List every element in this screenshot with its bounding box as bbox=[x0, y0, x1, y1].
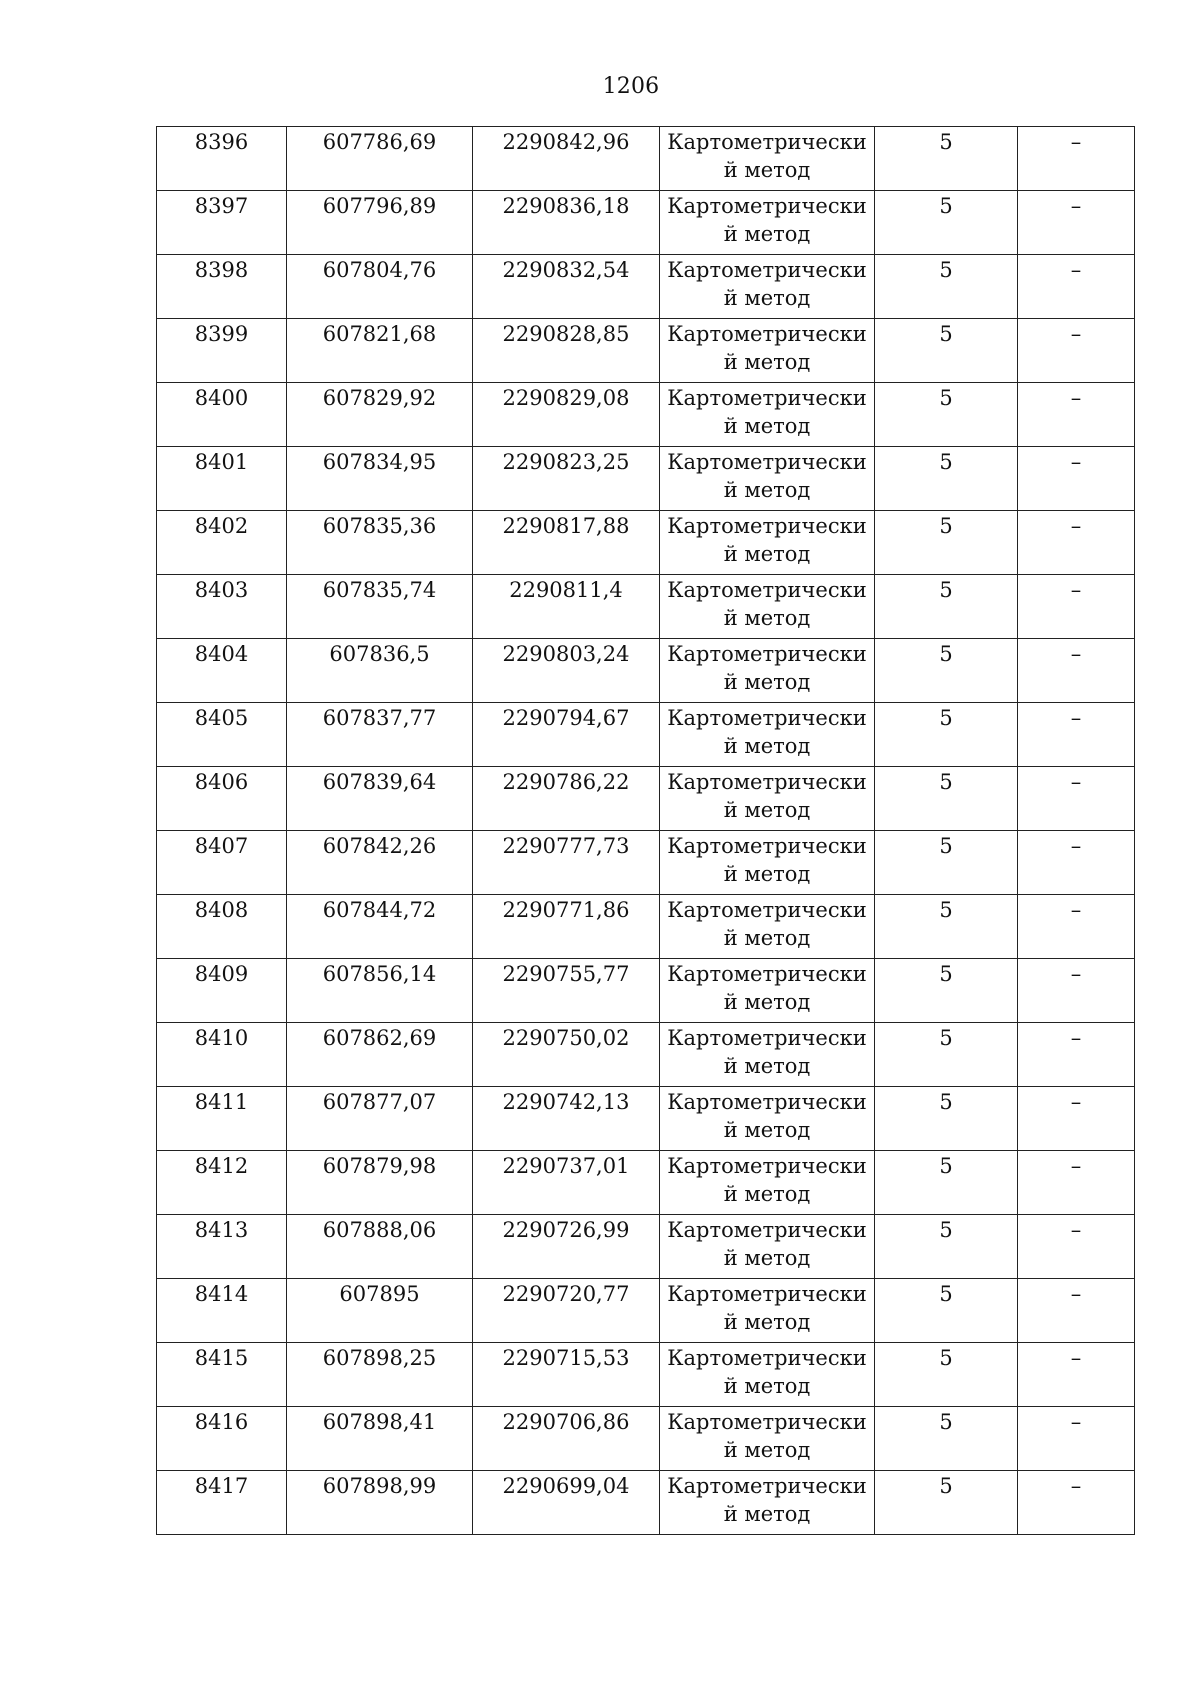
y-coordinate-cell: 2290699,04 bbox=[473, 1471, 660, 1535]
point-number-cell: 8400 bbox=[157, 383, 287, 447]
note-cell: – bbox=[1018, 1215, 1135, 1279]
point-number-cell: 8413 bbox=[157, 1215, 287, 1279]
method-line-2: й метод bbox=[723, 158, 811, 182]
y-coordinate-cell: 2290777,73 bbox=[473, 831, 660, 895]
method-cell bbox=[660, 831, 875, 895]
point-number-cell: 8408 bbox=[157, 895, 287, 959]
y-coordinate-cell: 2290836,18 bbox=[473, 191, 660, 255]
method-cell bbox=[660, 1151, 875, 1215]
method-line-1: Картометрически bbox=[667, 898, 867, 922]
point-number-cell: 8412 bbox=[157, 1151, 287, 1215]
method-line-2: й метод bbox=[723, 862, 811, 886]
x-coordinate-cell: 607839,64 bbox=[287, 767, 473, 831]
x-coordinate-cell: 607829,92 bbox=[287, 383, 473, 447]
method-cell bbox=[660, 191, 875, 255]
y-coordinate-cell: 2290823,25 bbox=[473, 447, 660, 511]
x-coordinate-cell: 607834,95 bbox=[287, 447, 473, 511]
y-coordinate-cell: 2290832,54 bbox=[473, 255, 660, 319]
note-cell: – bbox=[1018, 447, 1135, 511]
method-line-1: Картометрически bbox=[667, 258, 867, 282]
method-cell bbox=[660, 1279, 875, 1343]
method-line-2: й метод bbox=[723, 926, 811, 950]
method-line-1: Картометрически bbox=[667, 1346, 867, 1370]
method-line-1: Картометрически bbox=[667, 1154, 867, 1178]
y-coordinate-cell: 2290828,85 bbox=[473, 319, 660, 383]
y-coordinate-cell: 2290803,24 bbox=[473, 639, 660, 703]
x-coordinate-cell: 607898,41 bbox=[287, 1407, 473, 1471]
table-row bbox=[157, 1279, 1135, 1343]
y-coordinate-cell: 2290755,77 bbox=[473, 959, 660, 1023]
point-number-cell: 8415 bbox=[157, 1343, 287, 1407]
accuracy-cell: 5 bbox=[875, 383, 1018, 447]
method-line-1: Картометрически bbox=[667, 130, 867, 154]
note-cell: – bbox=[1018, 127, 1135, 191]
note-cell: – bbox=[1018, 1471, 1135, 1535]
y-coordinate-cell: 2290842,96 bbox=[473, 127, 660, 191]
table-row bbox=[157, 1471, 1135, 1535]
method-line-2: й метод bbox=[723, 1246, 811, 1270]
table-row bbox=[157, 1023, 1135, 1087]
x-coordinate-cell: 607836,5 bbox=[287, 639, 473, 703]
method-cell bbox=[660, 767, 875, 831]
accuracy-cell: 5 bbox=[875, 447, 1018, 511]
x-coordinate-cell: 607842,26 bbox=[287, 831, 473, 895]
y-coordinate-cell: 2290737,01 bbox=[473, 1151, 660, 1215]
point-number-cell: 8398 bbox=[157, 255, 287, 319]
x-coordinate-cell: 607898,25 bbox=[287, 1343, 473, 1407]
accuracy-cell: 5 bbox=[875, 255, 1018, 319]
point-number-cell: 8411 bbox=[157, 1087, 287, 1151]
method-cell bbox=[660, 511, 875, 575]
x-coordinate-cell: 607835,36 bbox=[287, 511, 473, 575]
x-coordinate-cell: 607796,89 bbox=[287, 191, 473, 255]
accuracy-cell: 5 bbox=[875, 959, 1018, 1023]
note-cell: – bbox=[1018, 255, 1135, 319]
method-line-1: Картометрически bbox=[667, 386, 867, 410]
accuracy-cell: 5 bbox=[875, 1151, 1018, 1215]
method-line-2: й метод bbox=[723, 1438, 811, 1462]
method-line-2: й метод bbox=[723, 1118, 811, 1142]
method-cell bbox=[660, 1215, 875, 1279]
x-coordinate-cell: 607804,76 bbox=[287, 255, 473, 319]
method-line-2: й метод bbox=[723, 286, 811, 310]
y-coordinate-cell: 2290726,99 bbox=[473, 1215, 660, 1279]
point-number-cell: 8406 bbox=[157, 767, 287, 831]
point-number-cell: 8396 bbox=[157, 127, 287, 191]
accuracy-cell: 5 bbox=[875, 575, 1018, 639]
method-line-1: Картометрически bbox=[667, 450, 867, 474]
table-row bbox=[157, 511, 1135, 575]
table-row bbox=[157, 703, 1135, 767]
page-number: 1206 bbox=[602, 74, 660, 99]
note-cell: – bbox=[1018, 767, 1135, 831]
method-line-2: й метод bbox=[723, 734, 811, 758]
method-line-2: й метод bbox=[723, 414, 811, 438]
y-coordinate-cell: 2290715,53 bbox=[473, 1343, 660, 1407]
method-cell bbox=[660, 1343, 875, 1407]
point-number-cell: 8399 bbox=[157, 319, 287, 383]
x-coordinate-cell: 607879,98 bbox=[287, 1151, 473, 1215]
y-coordinate-cell: 2290706,86 bbox=[473, 1407, 660, 1471]
point-number-cell: 8402 bbox=[157, 511, 287, 575]
method-cell bbox=[660, 447, 875, 511]
method-line-1: Картометрически bbox=[667, 1026, 867, 1050]
y-coordinate-cell: 2290786,22 bbox=[473, 767, 660, 831]
point-number-cell: 8416 bbox=[157, 1407, 287, 1471]
note-cell: – bbox=[1018, 1407, 1135, 1471]
point-number-cell: 8417 bbox=[157, 1471, 287, 1535]
x-coordinate-cell: 607837,77 bbox=[287, 703, 473, 767]
method-line-2: й метод bbox=[723, 1374, 811, 1398]
y-coordinate-cell: 2290817,88 bbox=[473, 511, 660, 575]
note-cell: – bbox=[1018, 1343, 1135, 1407]
y-coordinate-cell: 2290742,13 bbox=[473, 1087, 660, 1151]
method-cell bbox=[660, 1087, 875, 1151]
method-line-2: й метод bbox=[723, 798, 811, 822]
method-cell bbox=[660, 575, 875, 639]
method-line-1: Картометрически bbox=[667, 322, 867, 346]
method-line-1: Картометрически bbox=[667, 1090, 867, 1114]
x-coordinate-cell: 607888,06 bbox=[287, 1215, 473, 1279]
accuracy-cell: 5 bbox=[875, 1471, 1018, 1535]
point-number-cell: 8397 bbox=[157, 191, 287, 255]
method-cell bbox=[660, 639, 875, 703]
y-coordinate-cell: 2290771,86 bbox=[473, 895, 660, 959]
note-cell: – bbox=[1018, 1279, 1135, 1343]
y-coordinate-cell: 2290829,08 bbox=[473, 383, 660, 447]
method-cell bbox=[660, 1407, 875, 1471]
note-cell: – bbox=[1018, 383, 1135, 447]
note-cell: – bbox=[1018, 895, 1135, 959]
method-cell bbox=[660, 383, 875, 447]
accuracy-cell: 5 bbox=[875, 1279, 1018, 1343]
table-row bbox=[157, 127, 1135, 191]
accuracy-cell: 5 bbox=[875, 1343, 1018, 1407]
y-coordinate-cell: 2290811,4 bbox=[473, 575, 660, 639]
table-row bbox=[157, 1407, 1135, 1471]
accuracy-cell: 5 bbox=[875, 703, 1018, 767]
note-cell: – bbox=[1018, 1087, 1135, 1151]
coordinates-table-body bbox=[157, 127, 1135, 1535]
method-line-1: Картометрически bbox=[667, 834, 867, 858]
method-line-1: Картометрически bbox=[667, 194, 867, 218]
method-line-2: й метод bbox=[723, 990, 811, 1014]
method-line-1: Картометрически bbox=[667, 770, 867, 794]
x-coordinate-cell: 607786,69 bbox=[287, 127, 473, 191]
y-coordinate-cell: 2290750,02 bbox=[473, 1023, 660, 1087]
table-row bbox=[157, 383, 1135, 447]
method-line-2: й метод bbox=[723, 350, 811, 374]
x-coordinate-cell: 607821,68 bbox=[287, 319, 473, 383]
table-row bbox=[157, 639, 1135, 703]
method-line-1: Картометрически bbox=[667, 1282, 867, 1306]
method-cell bbox=[660, 895, 875, 959]
method-line-1: Картометрически bbox=[667, 1474, 867, 1498]
accuracy-cell: 5 bbox=[875, 1215, 1018, 1279]
method-line-2: й метод bbox=[723, 1054, 811, 1078]
accuracy-cell: 5 bbox=[875, 1087, 1018, 1151]
point-number-cell: 8404 bbox=[157, 639, 287, 703]
point-number-cell: 8401 bbox=[157, 447, 287, 511]
table-row bbox=[157, 831, 1135, 895]
method-line-2: й метод bbox=[723, 222, 811, 246]
table-row bbox=[157, 1343, 1135, 1407]
note-cell: – bbox=[1018, 703, 1135, 767]
method-line-2: й метод bbox=[723, 606, 811, 630]
note-cell: – bbox=[1018, 1151, 1135, 1215]
method-line-1: Картометрически bbox=[667, 1410, 867, 1434]
note-cell: – bbox=[1018, 575, 1135, 639]
method-cell bbox=[660, 319, 875, 383]
table-row bbox=[157, 767, 1135, 831]
accuracy-cell: 5 bbox=[875, 831, 1018, 895]
point-number-cell: 8410 bbox=[157, 1023, 287, 1087]
method-line-2: й метод bbox=[723, 478, 811, 502]
table-row bbox=[157, 191, 1135, 255]
note-cell: – bbox=[1018, 191, 1135, 255]
point-number-cell: 8403 bbox=[157, 575, 287, 639]
table-row bbox=[157, 447, 1135, 511]
note-cell: – bbox=[1018, 511, 1135, 575]
accuracy-cell: 5 bbox=[875, 127, 1018, 191]
point-number-cell: 8409 bbox=[157, 959, 287, 1023]
x-coordinate-cell: 607898,99 bbox=[287, 1471, 473, 1535]
accuracy-cell: 5 bbox=[875, 319, 1018, 383]
x-coordinate-cell: 607844,72 bbox=[287, 895, 473, 959]
x-coordinate-cell: 607877,07 bbox=[287, 1087, 473, 1151]
table-row bbox=[157, 255, 1135, 319]
point-number-cell: 8405 bbox=[157, 703, 287, 767]
accuracy-cell: 5 bbox=[875, 511, 1018, 575]
note-cell: – bbox=[1018, 1023, 1135, 1087]
method-cell bbox=[660, 255, 875, 319]
method-line-1: Картометрически bbox=[667, 578, 867, 602]
table-row bbox=[157, 575, 1135, 639]
accuracy-cell: 5 bbox=[875, 1023, 1018, 1087]
x-coordinate-cell: 607895 bbox=[287, 1279, 473, 1343]
method-line-2: й метод bbox=[723, 1502, 811, 1526]
method-cell bbox=[660, 1471, 875, 1535]
note-cell: – bbox=[1018, 959, 1135, 1023]
coordinates-table bbox=[156, 126, 1135, 1535]
x-coordinate-cell: 607862,69 bbox=[287, 1023, 473, 1087]
method-line-2: й метод bbox=[723, 1310, 811, 1334]
method-cell bbox=[660, 1023, 875, 1087]
x-coordinate-cell: 607835,74 bbox=[287, 575, 473, 639]
method-cell bbox=[660, 703, 875, 767]
accuracy-cell: 5 bbox=[875, 1407, 1018, 1471]
method-cell bbox=[660, 127, 875, 191]
table-row bbox=[157, 1151, 1135, 1215]
accuracy-cell: 5 bbox=[875, 639, 1018, 703]
method-line-1: Картометрически bbox=[667, 1218, 867, 1242]
method-line-1: Картометрически bbox=[667, 514, 867, 538]
table-row bbox=[157, 319, 1135, 383]
method-cell bbox=[660, 959, 875, 1023]
table-row bbox=[157, 1215, 1135, 1279]
note-cell: – bbox=[1018, 639, 1135, 703]
method-line-2: й метод bbox=[723, 542, 811, 566]
accuracy-cell: 5 bbox=[875, 191, 1018, 255]
note-cell: – bbox=[1018, 831, 1135, 895]
table-row bbox=[157, 1087, 1135, 1151]
point-number-cell: 8414 bbox=[157, 1279, 287, 1343]
method-line-1: Картометрически bbox=[667, 642, 867, 666]
method-line-1: Картометрически bbox=[667, 706, 867, 730]
point-number-cell: 8407 bbox=[157, 831, 287, 895]
method-line-2: й метод bbox=[723, 670, 811, 694]
x-coordinate-cell: 607856,14 bbox=[287, 959, 473, 1023]
note-cell: – bbox=[1018, 319, 1135, 383]
y-coordinate-cell: 2290720,77 bbox=[473, 1279, 660, 1343]
accuracy-cell: 5 bbox=[875, 767, 1018, 831]
accuracy-cell: 5 bbox=[875, 895, 1018, 959]
table-row bbox=[157, 959, 1135, 1023]
method-line-2: й метод bbox=[723, 1182, 811, 1206]
method-line-1: Картометрически bbox=[667, 962, 867, 986]
table-row bbox=[157, 895, 1135, 959]
y-coordinate-cell: 2290794,67 bbox=[473, 703, 660, 767]
